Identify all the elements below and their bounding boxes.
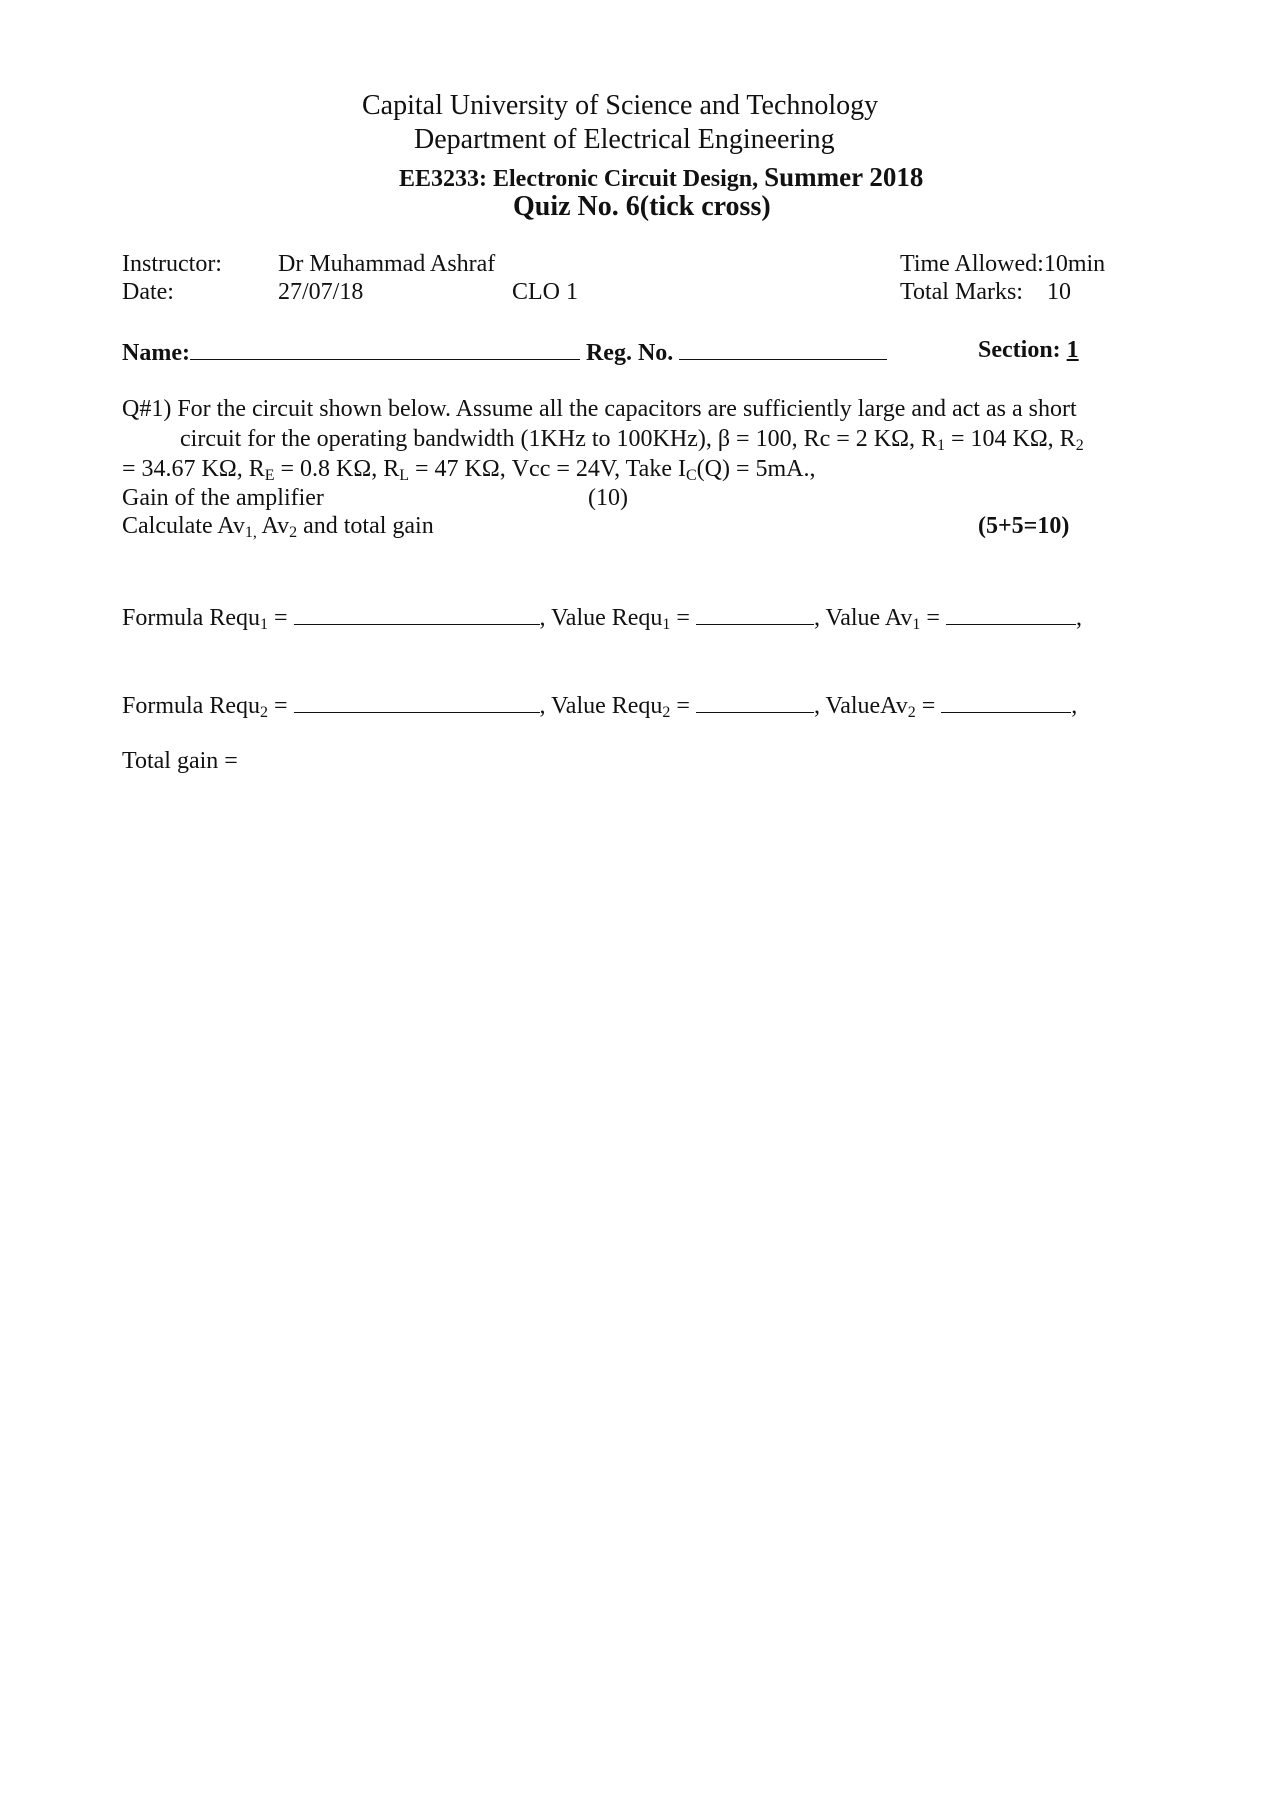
department-name: Department of Electrical Engineering (414, 124, 835, 155)
q-sub-ic: C (685, 467, 697, 484)
q-line3-part-d: (Q) = 5mA., (696, 456, 816, 482)
a2-formula-label: Formula Requ (122, 693, 260, 719)
gain-marks: (10) (588, 485, 628, 511)
q-sub-re: E (264, 467, 275, 484)
question-line-3 (122, 456, 816, 483)
a1-end: , (1075, 605, 1082, 631)
course-code: EE3233: Electronic Circuit Design, (399, 166, 759, 192)
quiz-title: Quiz No. 6(tick cross) (513, 191, 771, 222)
a2-av-eq: = (915, 693, 942, 719)
date-label: Date: (122, 279, 174, 305)
a2-value-sub: 2 (662, 704, 671, 721)
q-line2-part-b: = 104 KΩ, R (944, 426, 1076, 452)
section-label: Section: (978, 337, 1061, 363)
a1-value-eq: = (670, 605, 696, 631)
calc-part-c: and total gain (297, 513, 434, 539)
answer-row-2 (122, 690, 1077, 720)
value-av2-field[interactable] (941, 690, 1071, 713)
marks-value: 10 (1046, 279, 1071, 305)
instructor-label: Instructor: (122, 251, 222, 277)
a1-av-sub: 1 (912, 616, 921, 633)
date-value: 27/07/18 (278, 279, 364, 305)
course-term: Summer 2018 (764, 162, 924, 192)
calc-part-a: Calculate Av (122, 513, 245, 539)
time-label: Time Allowed: (900, 251, 1044, 277)
a1-value-sub: 1 (662, 616, 671, 633)
calc-sub-1: 1, (244, 524, 257, 541)
reg-field[interactable] (679, 337, 887, 360)
a2-formula-eq: = (268, 693, 294, 719)
formula-requ1-field[interactable] (294, 602, 540, 625)
calc-sub-2: 2 (289, 524, 298, 541)
a2-formula-sub: 2 (260, 704, 268, 721)
value-requ1-field[interactable] (696, 602, 814, 625)
answer-row-1 (122, 602, 1082, 632)
a2-av-label: , ValueAv (813, 693, 908, 719)
a1-formula-sub: 1 (260, 616, 268, 633)
time-allowed (900, 251, 1105, 278)
course-title (399, 162, 923, 193)
question-line-2 (180, 426, 1084, 453)
gain-label: Gain of the amplifier (122, 485, 324, 511)
reg-label: Reg. No. (585, 340, 674, 366)
total-gain-label: Total gain = (122, 748, 238, 774)
a1-av-label: , Value Av (813, 605, 913, 631)
q-line2-part-a: circuit for the operating bandwidth (1KHz to 100KHz), β = 100, Rc = 2 KΩ, R (180, 426, 937, 452)
a2-value-label: , Value Requ (539, 693, 663, 719)
a1-formula-label: Formula Requ (122, 605, 260, 631)
a1-value-label: , Value Requ (539, 605, 663, 631)
clo-label: CLO 1 (512, 279, 578, 305)
a2-value-eq: = (670, 693, 696, 719)
value-requ2-field[interactable] (696, 690, 814, 713)
section-field (978, 337, 1079, 364)
calculate-line (122, 513, 434, 540)
q-sub-r1: 1 (936, 437, 945, 454)
university-name: Capital University of Science and Technology (362, 90, 879, 121)
name-field-row (122, 337, 887, 367)
a2-end: , (1071, 693, 1078, 719)
q-line3-part-c: = 47 KΩ, Vcc = 24V, Take I (409, 456, 686, 482)
name-field[interactable] (190, 337, 580, 360)
instructor-value: Dr Muhammad Ashraf (278, 251, 496, 277)
section-value: 1 (1066, 337, 1079, 363)
total-marks (900, 279, 1071, 306)
calc-marks: (5+5=10) (978, 513, 1070, 539)
marks-label: Total Marks: (900, 279, 1023, 305)
calc-part-b: Av (256, 513, 290, 539)
question-line-1: Q#1) For the circuit shown below. Assume all the capacitors are sufficiently large and act as a short (122, 396, 1077, 422)
q-sub-r2: 2 (1075, 437, 1084, 454)
q-sub-rl: L (399, 467, 409, 484)
q-line3-part-a: = 34.67 KΩ, R (122, 456, 265, 482)
name-label: Name: (122, 340, 190, 366)
value-av1-field[interactable] (946, 602, 1076, 625)
a1-formula-eq: = (268, 605, 294, 631)
a2-av-sub: 2 (907, 704, 916, 721)
q-line3-part-b: = 0.8 KΩ, R (274, 456, 400, 482)
a1-av-eq: = (920, 605, 946, 631)
formula-requ2-field[interactable] (294, 690, 540, 713)
time-value: 10min (1043, 251, 1106, 277)
